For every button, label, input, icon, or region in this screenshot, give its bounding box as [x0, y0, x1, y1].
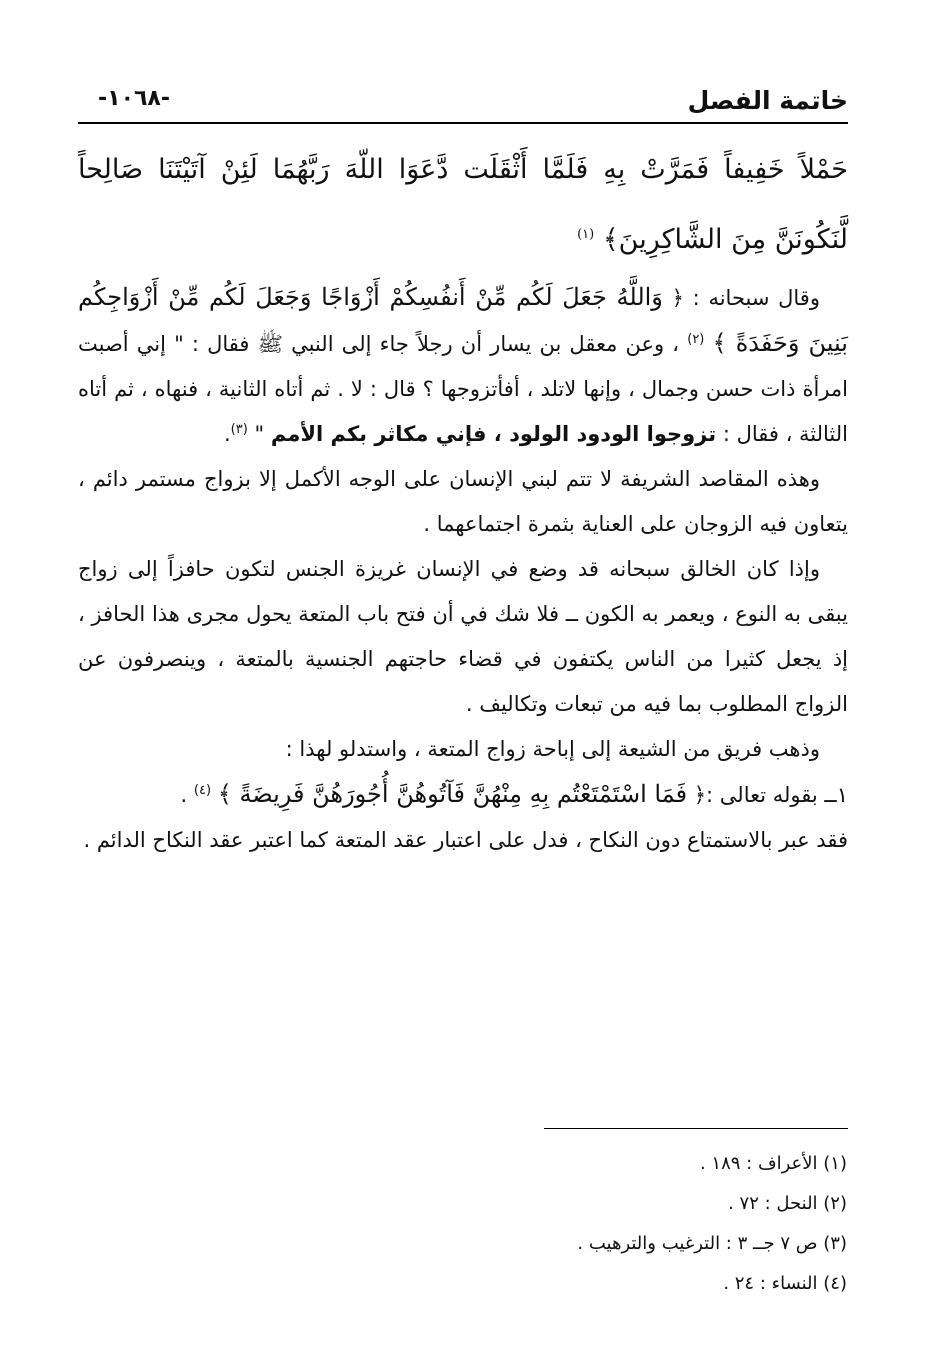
paragraph-6-end: . — [180, 783, 188, 807]
quran-verse-3: فَمَا اسْتَمْتَعْتُم بِهِ مِنْهُنَّ فَآتُوهُنَّ أُجُورَهُنَّ فَرِيضَةً ﴾ — [217, 780, 688, 808]
verse-paragraph-1 — [78, 135, 848, 275]
main-text — [78, 135, 848, 863]
chapter-title: خاتمة الفصل — [687, 86, 848, 115]
footnote-ref-2: (٢) — [687, 332, 705, 347]
hadith-quote: تزوجوا الودود الولود ، فإني مكاثر بكم الأمم — [270, 422, 717, 446]
paragraph-2-end: . — [223, 422, 231, 446]
paragraph-2-intro: وقال سبحانه : ﴿ — [671, 286, 820, 310]
paragraph-5: وذهب فريق من الشيعة إلى إباحة زواج المتعة ، واستدلو لهذا : — [285, 737, 820, 761]
page-number: -١٠٦٨- — [98, 86, 170, 111]
footnotes — [577, 1144, 847, 1304]
paragraph-3: وهذه المقاصد الشريفة لا تتم لبني الإنسان على الوجه الأكمل إلا بزواج مستمر دائم ، يتعاون فيه الزوجان على العناية بثمرة اجتماعهما . — [78, 467, 848, 536]
paragraph-4: وإذا كان الخالق سبحانه قد وضع في الإنسان غريزة الجنس لتكون حافزاً إلى زواج يبقى به النوع ، ويعمر به الكون ــ فلا شك في أن فتح باب المتعة يحول مجرى هذا الحافز ، إذ يجعل كثيرا من الناس يكتفون في قضاء حاجتهم الجنسية بالمتعة ، وينصرفون عن الزواج المطلوب بما فيه من تبعات وتكاليف . — [78, 557, 848, 716]
footnote-item: (٣) ص ٧ جــ ٣ : الترغيب والترهيب . — [577, 1233, 847, 1254]
paragraph-2 — [78, 275, 848, 457]
quran-verse-1: حَمْلاً خَفِيفاً فَمَرَّتْ بِهِ فَلَمَّا أَثْقَلَت دَّعَوَا اللّهَ رَبَّهُمَا لَئِنْ آتَيْتَنَا صَالِحاً لَّنَكُونَنَّ مِنَ الشَّاكِرِينَ﴾ — [78, 154, 848, 255]
page-header — [78, 72, 848, 124]
footnote-ref-1: (١) — [577, 227, 595, 242]
footnote-item: (٤) النساء : ٢٤ . — [723, 1273, 847, 1294]
quran-verse-2: وَاللَّهُ جَعَلَ لَكُم مِّنْ أَنفُسِكُمْ أَزْوَاجًا وَجَعَلَ لَكُم مِّنْ أَزْوَاجِكُم بَنِينَ وَحَفَدَةً ﴾ — [78, 283, 848, 357]
paragraph-6 — [78, 772, 848, 818]
paragraph-6-intro: ١ــ بقوله تعالى :﴿ — [693, 783, 848, 807]
paragraph-7: فقد عبر بالاستمتاع دون النكاح ، فدل على اعتبار عقد المتعة كما اعتبر عقد النكاح الدائم . — [83, 828, 848, 852]
footnote-item: (١) الأعراف : ١٨٩ . — [699, 1153, 847, 1174]
footnote-ref-4: (٤) — [193, 783, 212, 798]
hadith-text: ، وعن معقل بن يسار أن رجلاً جاء إلى النبي ﷺ فقال : " إني أصبت امرأة ذات حسن وجمال ، وإنها لاتلد ، أفأتزوجها ؟ قال : لا . ثم أتاه الثانية ، فنهاه ، ثم أتاه الثالثة ، فقال : — [78, 332, 848, 446]
footnote-item: (٢) النحل : ٧٢ . — [728, 1193, 847, 1214]
hadith-quote-close: " — [254, 422, 265, 446]
footnote-ref-3: (٣) — [230, 422, 248, 437]
footnote-separator — [544, 1128, 848, 1129]
